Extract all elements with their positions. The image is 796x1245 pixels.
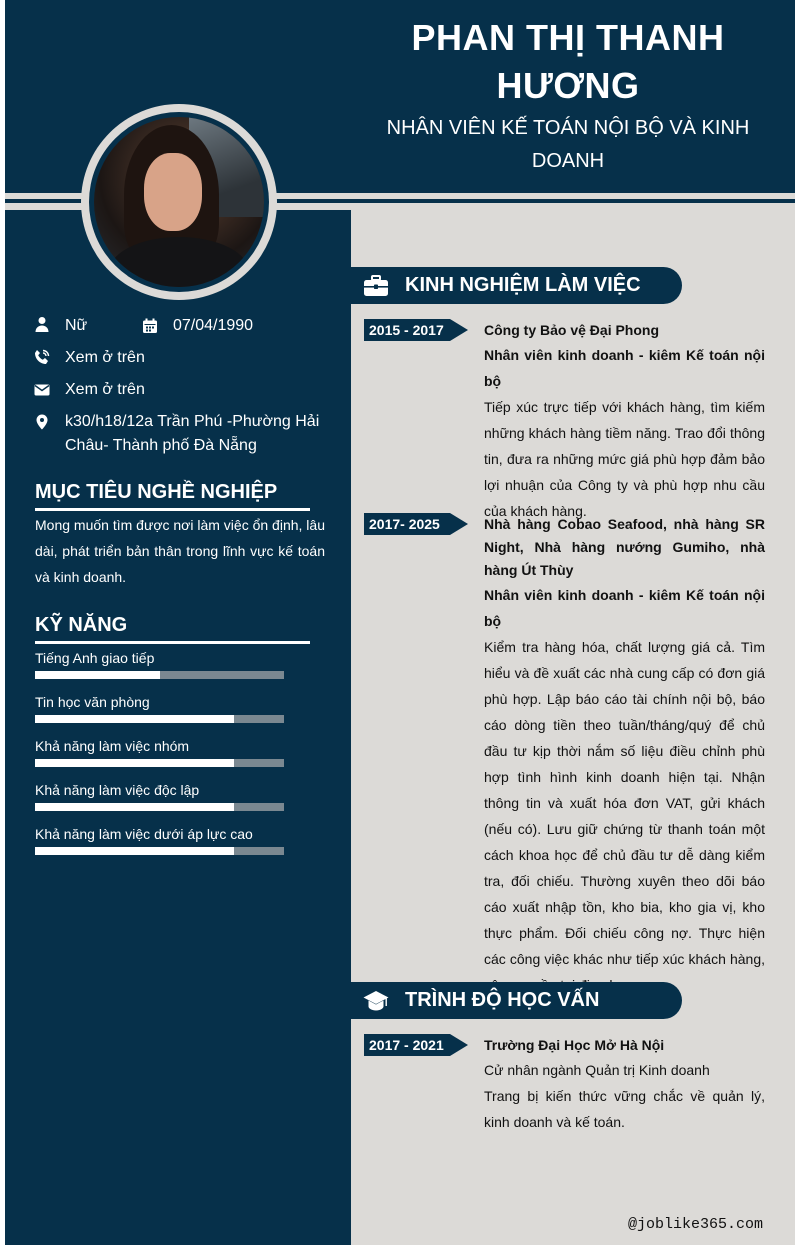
watermark: @joblike365.com (628, 1216, 764, 1233)
briefcase-icon (363, 273, 389, 299)
cv-page (5, 0, 795, 1245)
location-pin-icon (34, 414, 50, 430)
person-icon (34, 316, 50, 332)
objective-rule (35, 508, 310, 511)
skill-bar-fill (35, 759, 234, 767)
period-label: 2015 - 2017 (364, 319, 450, 341)
sidebar (5, 210, 351, 1245)
skill-label: Tiếng Anh giao tiếp (35, 650, 155, 666)
phone-icon (34, 349, 50, 365)
job-role: Nhân viên kinh doanh - kiêm Kế toán nội bộ (484, 587, 765, 629)
degree: Cử nhân ngành Quản trị Kinh doanh (484, 1062, 710, 1078)
skill-bar-fill (35, 715, 234, 723)
profile-photo (94, 117, 264, 287)
education-entry (484, 1034, 765, 1135)
dob-value: 07/04/1990 (173, 317, 254, 334)
skill-bar-fill (35, 671, 160, 679)
period-label: 2017 - 2021 (364, 1034, 450, 1056)
skill-bar-fill (35, 847, 234, 855)
job-description: Tiếp xúc trực tiếp với khách hàng, tìm kiếm những khách hàng tiềm năng. Trao đổi thông tin, đưa ra những mức giá phù hợp đảm bảo lợi nhuận của Công ty và phù hợp nhu cầu của khách hàng. (484, 399, 765, 519)
skill-label: Khả năng làm việc độc lập (35, 782, 200, 798)
job-description: Kiểm tra hàng hóa, chất lượng giá cả. Tìm hiểu và đề xuất các nhà cung cấp có đơn giá phù hợp. Lập báo cáo tài chính nội bộ, báo cáo dòng tiền theo tuần/tháng/quý để chủ đầu tư kịp thời nắm số liệu điều chỉnh phù hợp tình hình kinh doanh hiện tại. Nhận thông tin và xuất hóa đơn VAT, gửi khách (nếu có). Lưu giữ chứng từ thanh toán một cách khoa học để chủ đầu tư dễ dàng kiểm tra, đối chiếu. Thường xuyên theo dõi báo cáo xuất nhập tồn, kho bia, kho gia vị, kho thực phẩm. Đối chiếu công nợ. Thực hiện các công việc khác như tiếp xúc khách hàng, (484, 639, 765, 967)
candidate-name: PHAN THỊ THANH HƯƠNG (411, 17, 725, 106)
skill-label: Khả năng làm việc dưới áp lực cao (35, 826, 253, 842)
skill-bar (35, 671, 284, 679)
education-section-header (351, 982, 682, 1019)
company-name: Công ty Bảo vệ Đại Phong (484, 322, 660, 338)
gender-value: Nữ (65, 317, 88, 334)
objective-text: Mong muốn tìm được nơi làm việc ổn định, lâu dài, phát triển bản thân trong lĩnh vực kế toán và kinh doanh. (35, 517, 325, 585)
objective-heading: MỤC TIÊU NGHỀ NGHIỆP (35, 481, 278, 503)
address-value: k30/h18/12a Trần Phú -Phường Hải Châu- Thành phố Đà Nẵng (65, 413, 320, 454)
skill-bar (35, 715, 284, 723)
school-name: Trường Đại Học Mở Hà Nội (484, 1037, 665, 1053)
experience-entry (484, 319, 765, 524)
job-title: NHÂN VIÊN KẾ TOÁN NỘI BỘ VÀ KINH DOANH (386, 117, 750, 172)
company-name: Nhà hàng Cobao Seafood, nhà hàng SR Night, Nhà hàng nướng Gumiho, nhà hàng Út Thùy (484, 516, 765, 578)
envelope-icon (34, 382, 50, 398)
skill-bar (35, 847, 284, 855)
skill-bar (35, 803, 284, 811)
skill-bar-fill (35, 803, 234, 811)
skill-label: Khả năng làm việc nhóm (35, 738, 190, 754)
skills-heading: KỸ NĂNG (35, 614, 128, 636)
calendar-icon (142, 318, 158, 334)
graduation-cap-icon (363, 988, 389, 1014)
experience-heading: KINH NGHIỆM LÀM VIỆC (405, 274, 641, 296)
experience-section-header (351, 267, 682, 304)
skill-bar (35, 759, 284, 767)
experience-entry (484, 513, 765, 998)
period-label: 2017- 2025 (364, 513, 450, 535)
education-description: Trang bị kiến thức vững chắc về quản lý, kinh doanh và kế toán. (484, 1088, 765, 1130)
job-role: Nhân viên kinh doanh - kiêm Kế toán nội bộ (484, 347, 765, 389)
email-value: Xem ở trên (65, 381, 145, 398)
skills-rule (35, 641, 310, 644)
education-heading: TRÌNH ĐỘ HỌC VẤN (405, 989, 600, 1011)
skill-label: Tin học văn phòng (35, 694, 150, 710)
phone-value: Xem ở trên (65, 349, 145, 366)
